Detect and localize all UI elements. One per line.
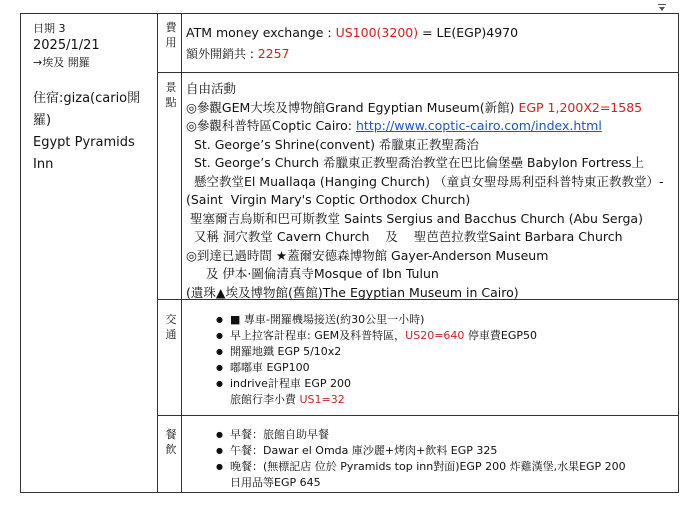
section-label-traffic: 交 通 [165, 313, 177, 341]
table-border-left [20, 13, 21, 493]
list-item: ● ■ 專車-開羅機場接送(約30公里一小時) [200, 312, 660, 328]
spot-line: St. George’s Church 希臘東正教聖喬治教堂在巴比倫堡壘 Babylon Fortress上 [186, 155, 645, 170]
table-border-bottom [20, 492, 679, 493]
luggage-tip-line: 旅館行李小費 US1=32 [230, 393, 345, 406]
day-route: →埃及 開羅 [33, 56, 90, 69]
spot-line: (Saint Virgin Mary's Coptic Orthodox Church) [186, 192, 471, 207]
list-item: ● 早上拉客計程車: GEM及科普特區，US20=640 停車費EGP50 [200, 328, 660, 344]
table-border-right [678, 13, 679, 493]
traffic-section [200, 312, 660, 408]
spot-line: ◎到達已過時間 ★蓋爾安德森博物館 Gayer-Anderson Museum [186, 247, 549, 263]
day-info [33, 20, 158, 176]
daily-goods-line: 日用品等EGP 645 [230, 476, 321, 489]
table-handle-icon[interactable] [658, 4, 666, 12]
extra-cost-line: 額外開銷共 : 2257 [186, 46, 290, 61]
table-border-top [20, 13, 679, 14]
section-label-spots: 景 點 [165, 81, 177, 109]
gem-price: EGP 1,200X2=1585 [518, 99, 643, 115]
spot-line: 懸空教堂El Muallaqa (Hanging Church) （童貞女聖母馬利亞科普特東正教教堂）- [186, 173, 664, 189]
list-item: ● 嘟嘟車 EGP100 [200, 360, 660, 376]
list-item: ● 晚餐：(無標記店 位於 Pyramids top inn對面)EGP 200 炸雞漢堡,水果EGP 200 [200, 459, 660, 475]
taxi-price: US20=640 [405, 329, 465, 342]
stay-label: 住宿:giza(cario開羅) [33, 91, 141, 128]
food-list [200, 427, 660, 475]
spot-line: St. George’s Shrine(convent) 希臘東正教聖喬治 [186, 136, 479, 152]
day-label: 日期 3 [33, 22, 66, 35]
list-item: ● 早餐：旅館自助早餐 [200, 427, 660, 443]
spot-line-coptic: ◎參觀科普特區Coptic Cairo: http://www.coptic-cairo.com/index.html [186, 118, 602, 133]
row-divider-traffic [157, 415, 679, 416]
spot-line: 聖塞爾吉烏斯和巴可斯教堂 Saints Sergius and Bacchus Church (Abu Serga) [186, 210, 643, 226]
spot-line: 自由活動 [186, 81, 237, 96]
day-date: 2025/1/21 [33, 38, 100, 53]
extra-amount: 2257 [257, 46, 290, 61]
cost-section [186, 22, 660, 65]
luggage-tip-amount: US1=32 [299, 393, 345, 406]
atm-exchange-line: ATM money exchange : US100(3200) = LE(EGP)4970 [186, 25, 519, 40]
stay-hotel: Egypt Pyramids Inn [33, 135, 135, 172]
food-section [200, 427, 660, 491]
spot-line: (遺珠▲埃及博物館(舊館)The Egyptian Museum in Cairo) [186, 284, 519, 300]
traffic-list [200, 312, 660, 392]
section-label-cost: 費 用 [165, 21, 177, 49]
section-label-food: 餐 飲 [165, 428, 177, 456]
spot-line-gem: ◎參觀GEM大埃及博物館Grand Egyptian Museum(新館) EGP 1,200X2=1585 [186, 99, 643, 115]
list-item: ● indrive計程車 EGP 200 [200, 376, 660, 392]
row-divider-cost [157, 72, 679, 73]
spot-line: 及 伊本·圖倫清真寺Mosque of Ibn Tulun [186, 266, 439, 281]
atm-amount: US100(3200) [335, 25, 419, 40]
list-item: ● 午餐：Dawar el Omda 庫沙麗+烤肉+飲料 EGP 325 [200, 443, 660, 459]
coptic-cairo-link[interactable]: http://www.coptic-cairo.com/index.html [356, 118, 602, 133]
list-item: ● 開羅地鐵 EGP 5/10x2 [200, 344, 660, 360]
spot-line: 又稱 洞穴教堂 Cavern Church 及 聖芭芭拉教堂Saint Barbara Church [186, 229, 623, 244]
column-divider-label [181, 13, 182, 493]
stay-info [33, 88, 158, 176]
spots-section [186, 80, 664, 302]
